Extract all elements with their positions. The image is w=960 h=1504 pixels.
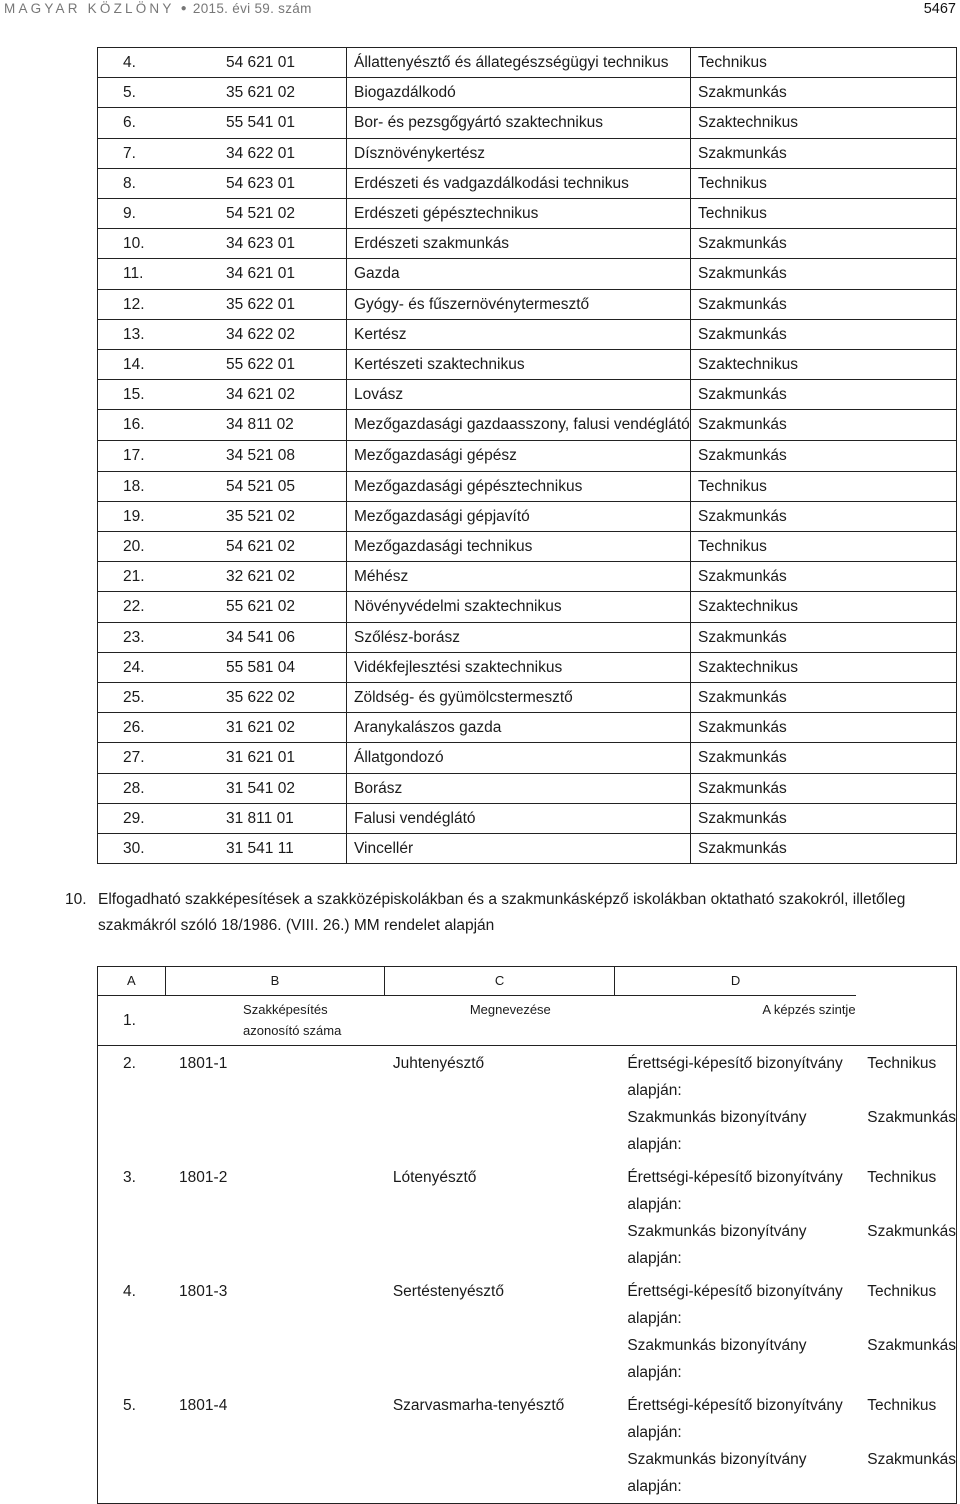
qualification-level: Szakmunkás <box>691 803 957 833</box>
qualification-name: Szarvasmarha-tenyésztő <box>392 1397 565 1414</box>
qualification-name: Biogazdálkodó <box>347 78 691 108</box>
label-row <box>98 996 957 1046</box>
row-number: 16. <box>98 410 220 441</box>
qualification-level: Technikus <box>691 471 957 501</box>
qualification-level: Szaktechnikus <box>691 592 957 622</box>
qualification-name: Sertéstenyésztő <box>392 1283 504 1300</box>
table-row <box>98 138 957 168</box>
qualification-code: 31 811 01 <box>219 803 347 833</box>
publication-name: MAGYAR KÖZLÖNY <box>4 1 175 16</box>
table-row <box>98 108 957 138</box>
qualification-id: 1801-4 <box>179 1397 228 1414</box>
qualification-level: Technikus <box>691 532 957 562</box>
table-row <box>98 1046 957 1105</box>
row-number: 22. <box>98 592 220 622</box>
row-number: 2. <box>123 1055 136 1072</box>
level-graduation: Technikus <box>867 1055 937 1072</box>
table-row <box>98 562 957 592</box>
label-training-level: A képzés szintje <box>614 996 856 1046</box>
qualification-level: Szakmunkás <box>691 683 957 713</box>
qualification-level: Szakmunkás <box>691 743 957 773</box>
table-row <box>98 834 957 864</box>
table-row <box>98 410 957 441</box>
qualification-level: Szakmunkás <box>691 259 957 289</box>
qualification-level: Szakmunkás <box>691 319 957 349</box>
qualification-name: Állatgondozó <box>347 743 691 773</box>
qualification-code: 54 623 01 <box>219 168 347 198</box>
table-row <box>98 1389 957 1446</box>
qualification-level: Szakmunkás <box>691 441 957 471</box>
row-number: 4. <box>123 1283 136 1300</box>
issue-label: 2015. évi 59. szám <box>192 1 312 16</box>
label-qualification-id: Szakképesítés azonosító száma <box>165 996 385 1046</box>
row-number: 10. <box>98 229 220 259</box>
row-number: 15. <box>98 380 220 410</box>
basis-graduation: Érettségi-képesítő bizonyítvány alapján: <box>627 1283 843 1327</box>
table-row <box>98 743 957 773</box>
qualification-name: Mezőgazdasági gépjavító <box>347 501 691 531</box>
qualification-level: Szakmunkás <box>691 138 957 168</box>
level-graduation: Technikus <box>867 1169 937 1186</box>
qualification-level: Szakmunkás <box>691 834 957 864</box>
table-row <box>98 622 957 652</box>
table-row <box>98 78 957 108</box>
qualification-name: Növényvédelmi szaktechnikus <box>347 592 691 622</box>
row-number: 20. <box>98 532 220 562</box>
qualification-name: Erdészeti és vadgazdálkodási technikus <box>347 168 691 198</box>
qualification-code: 31 541 11 <box>219 834 347 864</box>
qualification-code: 35 622 02 <box>219 683 347 713</box>
table-row <box>98 199 957 229</box>
level-skilled-worker: Szakmunkás <box>867 1223 956 1240</box>
qualification-name: Szőlész-borász <box>347 622 691 652</box>
qualification-code: 34 521 08 <box>219 441 347 471</box>
qualification-name: Borász <box>347 773 691 803</box>
qualification-name: Mezőgazdasági technikus <box>347 532 691 562</box>
qualification-id: 1801-2 <box>179 1169 228 1186</box>
row-number: 21. <box>98 562 220 592</box>
qualification-name: Aranykalászos gazda <box>347 713 691 743</box>
qualification-level: Szakmunkás <box>691 229 957 259</box>
qualification-name: Zöldség- és gyümölcstermesztő <box>347 683 691 713</box>
qualification-level: Szakmunkás <box>691 410 957 441</box>
qualification-level: Technikus <box>691 48 957 78</box>
basis-skilled-worker: Szakmunkás bizonyítvány alapján: <box>627 1109 807 1153</box>
qualification-name: Lovász <box>347 380 691 410</box>
qualification-level: Szakmunkás <box>691 78 957 108</box>
column-letter-a: A <box>98 967 166 996</box>
qualification-code: 32 621 02 <box>219 562 347 592</box>
qualification-name: Juhtenyésztő <box>392 1055 485 1072</box>
qualification-name: Állattenyésztő és állategészségügyi technikus <box>347 48 691 78</box>
qualification-code: 35 521 02 <box>219 501 347 531</box>
basis-graduation: Érettségi-képesítő bizonyítvány alapján: <box>627 1055 843 1099</box>
qualification-code: 35 621 02 <box>219 78 347 108</box>
qualification-table <box>97 47 957 864</box>
row-number: 9. <box>98 199 220 229</box>
table-row <box>98 532 957 562</box>
bullet-separator: ● <box>180 3 187 14</box>
qualification-code: 54 521 05 <box>219 471 347 501</box>
qualification-level: Technikus <box>691 199 957 229</box>
qualification-name: Mezőgazdasági gépésztechnikus <box>347 471 691 501</box>
qualification-code: 31 621 02 <box>219 713 347 743</box>
qualification-level: Szakmunkás <box>691 622 957 652</box>
header-publication <box>4 1 312 16</box>
section-text: Elfogadható szakképesítések a szakközépiskolákban és a szakmunkásképző iskolákban oktatható szakokról, illetőleg szakmákról szóló 18/1986. (VIII. 26.) MM rendelet alapján <box>98 891 906 934</box>
qualification-name: Méhész <box>347 562 691 592</box>
row-number: 13. <box>98 319 220 349</box>
column-letter-b: B <box>165 967 385 996</box>
qualification-id: 1801-1 <box>179 1055 228 1072</box>
table-row <box>98 652 957 682</box>
row-number: 17. <box>98 441 220 471</box>
page-header <box>0 0 960 24</box>
qualification-code: 34 621 01 <box>219 259 347 289</box>
level-skilled-worker: Szakmunkás <box>867 1109 956 1126</box>
table-row <box>98 289 957 319</box>
row-number: 11. <box>98 259 220 289</box>
row-number: 5. <box>98 78 220 108</box>
qualification-code: 54 521 02 <box>219 199 347 229</box>
row-number: 30. <box>98 834 220 864</box>
qualification-code: 31 541 02 <box>219 773 347 803</box>
level-graduation: Technikus <box>867 1283 937 1300</box>
table-row <box>98 48 957 78</box>
qualification-code: 34 623 01 <box>219 229 347 259</box>
qualification-code: 34 621 02 <box>219 380 347 410</box>
row-number: 25. <box>98 683 220 713</box>
qualification-name: Vincellér <box>347 834 691 864</box>
qualification-code: 55 541 01 <box>219 108 347 138</box>
qualification-name: Kertészeti szaktechnikus <box>347 350 691 380</box>
qualification-level: Szakmunkás <box>691 773 957 803</box>
qualification-code: 34 622 02 <box>219 319 347 349</box>
table-row <box>98 1161 957 1218</box>
basis-skilled-worker: Szakmunkás bizonyítvány alapján: <box>627 1451 807 1495</box>
qualification-level: Szakmunkás <box>691 380 957 410</box>
row-number: 7. <box>98 138 220 168</box>
qualification-name: Gyógy- és fűszernövénytermesztő <box>347 289 691 319</box>
label-row-number: 1. <box>98 996 166 1046</box>
row-number: 19. <box>98 501 220 531</box>
column-letter-c: C <box>385 967 614 996</box>
level-skilled-worker: Szakmunkás <box>867 1337 956 1354</box>
label-name: Megnevezése <box>385 996 614 1046</box>
qualification-level: Szakmunkás <box>691 501 957 531</box>
qualification-name: Erdészeti szakmunkás <box>347 229 691 259</box>
qualification-name: Kertész <box>347 319 691 349</box>
qualification-name: Vidékfejlesztési szaktechnikus <box>347 652 691 682</box>
qualification-code: 55 621 02 <box>219 592 347 622</box>
qualification-level: Technikus <box>691 168 957 198</box>
qualification-level: Szakmunkás <box>691 713 957 743</box>
label-blank <box>856 996 956 1046</box>
row-number: 28. <box>98 773 220 803</box>
qualification-level: Szakmunkás <box>691 562 957 592</box>
level-skilled-worker: Szakmunkás <box>867 1451 956 1468</box>
row-number: 18. <box>98 471 220 501</box>
table-row <box>98 713 957 743</box>
table-row <box>98 471 957 501</box>
qualification-code: 34 541 06 <box>219 622 347 652</box>
row-number: 5. <box>123 1397 136 1414</box>
table-row <box>98 773 957 803</box>
qualification-code: 34 622 01 <box>219 138 347 168</box>
qualification-code: 55 581 04 <box>219 652 347 682</box>
row-number: 27. <box>98 743 220 773</box>
row-number: 4. <box>98 48 220 78</box>
qualification-name: Mezőgazdasági gazdaasszony, falusi vendéglátó <box>347 410 691 441</box>
qualification-code: 35 622 01 <box>219 289 347 319</box>
row-number: 29. <box>98 803 220 833</box>
row-number: 12. <box>98 289 220 319</box>
qualification-name: Lótenyésztő <box>392 1169 477 1186</box>
qualification-name: Erdészeti gépésztechnikus <box>347 199 691 229</box>
column-letter-row <box>98 967 957 996</box>
row-number: 8. <box>98 168 220 198</box>
row-number: 3. <box>123 1169 136 1186</box>
basis-skilled-worker: Szakmunkás bizonyítvány alapján: <box>627 1337 807 1381</box>
basis-graduation: Érettségi-képesítő bizonyítvány alapján: <box>627 1169 843 1213</box>
table-row <box>98 259 957 289</box>
row-number: 6. <box>98 108 220 138</box>
row-number: 23. <box>98 622 220 652</box>
level-graduation: Technikus <box>867 1397 937 1414</box>
table-row <box>98 501 957 531</box>
column-letter-d: D <box>614 967 856 996</box>
page-number: 5467 <box>923 1 956 17</box>
qualification-name: Bor- és pezsgőgyártó szaktechnikus <box>347 108 691 138</box>
table-row <box>98 683 957 713</box>
table-row <box>98 592 957 622</box>
qualification-level: Szaktechnikus <box>691 350 957 380</box>
qualification-code: 54 621 02 <box>219 532 347 562</box>
qualification-name: Falusi vendéglátó <box>347 803 691 833</box>
row-number: 14. <box>98 350 220 380</box>
table-row <box>98 168 957 198</box>
qualification-id: 1801-3 <box>179 1283 228 1300</box>
table-row <box>98 441 957 471</box>
table-row <box>98 229 957 259</box>
table-row <box>98 1275 957 1332</box>
qualification-code: 34 811 02 <box>219 410 347 441</box>
qualification-level: Szaktechnikus <box>691 652 957 682</box>
qualification-code: 55 622 01 <box>219 350 347 380</box>
qualification-level: Szaktechnikus <box>691 108 957 138</box>
basis-graduation: Érettségi-képesítő bizonyítvány alapján: <box>627 1397 843 1441</box>
table-row <box>98 319 957 349</box>
basis-skilled-worker: Szakmunkás bizonyítvány alapján: <box>627 1223 807 1267</box>
row-number: 26. <box>98 713 220 743</box>
qualification-name: Gazda <box>347 259 691 289</box>
row-number: 24. <box>98 652 220 682</box>
table-row <box>98 380 957 410</box>
qualification-name: Dísznövénykertész <box>347 138 691 168</box>
table-row <box>98 350 957 380</box>
section-number: 10. <box>65 891 87 908</box>
qualification-level: Szakmunkás <box>691 289 957 319</box>
table-row <box>98 803 957 833</box>
qualification-name: Mezőgazdasági gépész <box>347 441 691 471</box>
qualification-code: 54 621 01 <box>219 48 347 78</box>
accepted-qualifications-table <box>97 966 957 1504</box>
qualification-code: 31 621 01 <box>219 743 347 773</box>
